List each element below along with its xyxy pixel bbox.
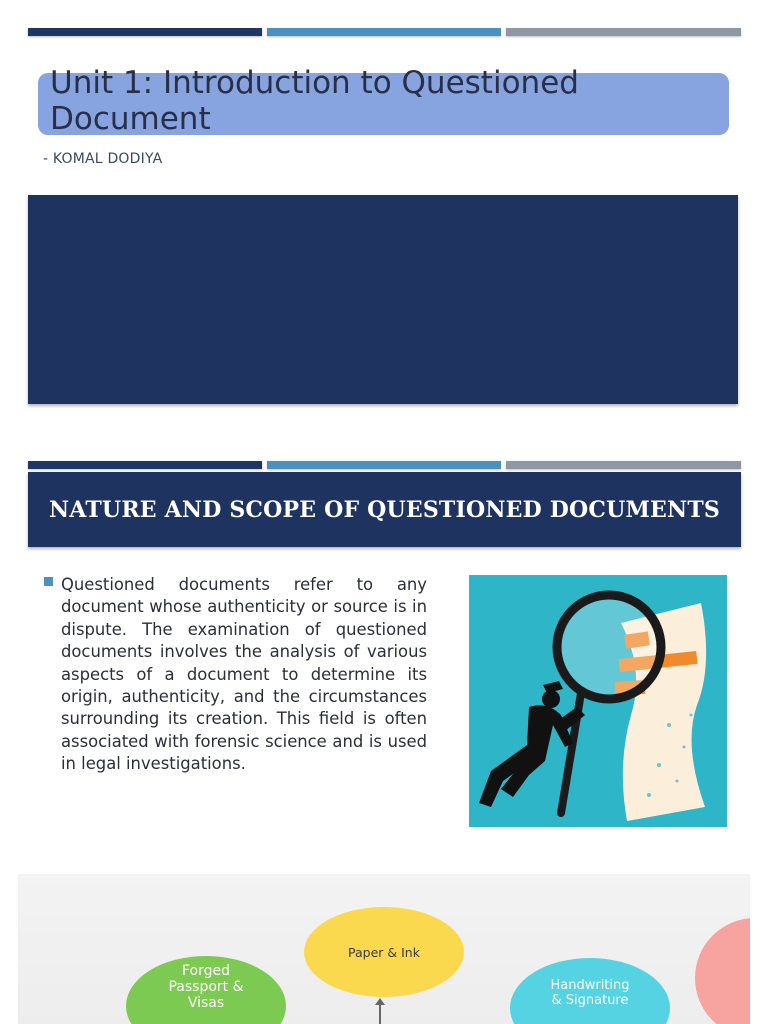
accent-bar-navy — [28, 28, 262, 36]
bubble-label-line: Forged — [181, 963, 230, 979]
bubble-label-line: Handwriting — [550, 978, 630, 993]
top-accent-bars — [28, 28, 741, 36]
detective-document-icon — [469, 575, 727, 827]
bullet-square-icon — [44, 577, 53, 586]
accent-bar-navy — [28, 461, 262, 469]
content-placeholder-block — [28, 195, 738, 404]
author-name: - KOMAL DODIYA — [43, 151, 163, 167]
bullet-paragraph: Questioned documents refer to any document whose authenticity or source is in dispute. The examination of questioned documents involves the analysis of various aspects of a document to determine its origin, authenticity, and the circumstances surrounding its creation. This field is often associated with forensic science and is used in legal investigations. — [61, 575, 427, 774]
section-accent-bars — [28, 461, 741, 469]
bubble-paper-ink — [304, 907, 464, 997]
bubble-label-line: & Signature — [551, 993, 629, 1008]
connector-line — [379, 1000, 381, 1024]
accent-bar-gray — [506, 28, 741, 36]
bubble-forged-passport — [126, 956, 286, 1024]
bubble-partial-pink — [695, 918, 750, 1024]
bubble-label-line: Passport & — [168, 979, 244, 995]
bubble-label: Paper & Ink — [348, 944, 420, 960]
slide-title: Unit 1: Introduction to Questioned Document — [50, 65, 579, 137]
section-heading-band — [28, 472, 741, 547]
accent-bar-gray — [506, 461, 741, 469]
accent-bar-blue — [267, 28, 501, 36]
bubble-label-line: Visas — [187, 995, 225, 1011]
accent-bar-blue — [267, 461, 501, 469]
magnifying-glass-illustration — [469, 575, 727, 827]
bubble-handwriting-signature — [510, 958, 670, 1024]
section-heading: NATURE AND SCOPE OF QUESTIONED DOCUMENTS — [48, 496, 720, 523]
scope-diagram — [18, 874, 750, 1024]
